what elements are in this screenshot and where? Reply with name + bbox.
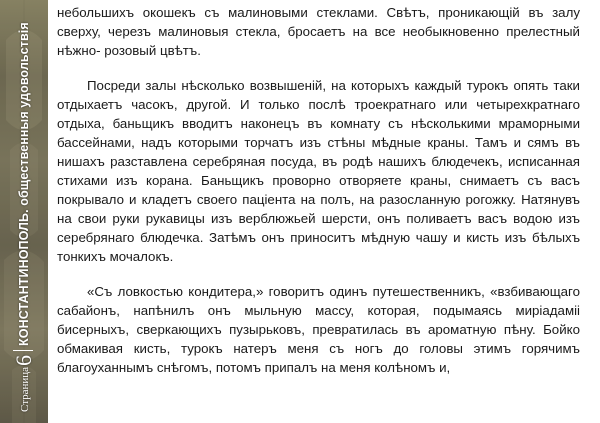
section-title: КОНСТАНТИНОПОЛЬ. общественныя удовольствія <box>17 22 31 346</box>
side-label <box>10 12 38 412</box>
side-banner <box>0 0 48 423</box>
label-divider <box>13 350 33 351</box>
page-word: Страница <box>19 366 31 412</box>
article-body <box>57 3 580 393</box>
paragraph: Посреди залы нѣсколько возвышеній, на которыхъ каждый турокъ опять таки отдыхаетъ часокъ, другой. И только послѣ троекратнаго или четырехкратнаго отдыха, баньщикъ вводитъ наконецъ въ комнату съ нѣсколькими мраморными бассейнами, надъ которыми торчатъ изъ стѣны мѣдные краны. Тамъ и сямъ въ нишахъ разставлена серебряная посуда, въ родѣ нашихъ блюдечекъ, исписанная стихами изъ корана. Баньщикъ проворно отворяетe краны, снимаетъ съ васъ покрывало и кладетъ своего паціента на полъ, на разосланную рогожку. Натянувъ на свои руки рукавицы изъ верблюжьей шерсти, онъ поливаетъ васъ водою изъ серебрянаго блюдечка. Затѣмъ онъ приноситъ мѣдную чашу и кисть изъ бѣлыхъ тонкихъ мочалокъ. <box>57 78 580 264</box>
page-number: 6 <box>11 354 36 366</box>
paragraph: «Съ ловкостью кондитера,» говоритъ одинъ путешественникъ, «взбивающаго сабайонъ, напѣнилъ онъ мыльную массу, которая, подымаясь миріадамii бисерныхъ, сверкающихъ пузырьковъ, превратилась въ ароматную пѣну. Бойко обмакивая кисть, турокъ натеръ меня съ ногъ до головы этимъ горячимъ благоуханнымъ снѣгомъ, потомъ припалъ на меня колѣномъ и, <box>57 284 580 375</box>
paragraph: небольшихъ окошекъ съ малиновыми стеклами. Свѣтъ, проникающій въ залу сверху, черезъ малиновыя стекла, бросаетъ на все необыкновенно прелестный нѣжно- розовый цвѣтъ. <box>57 5 580 58</box>
